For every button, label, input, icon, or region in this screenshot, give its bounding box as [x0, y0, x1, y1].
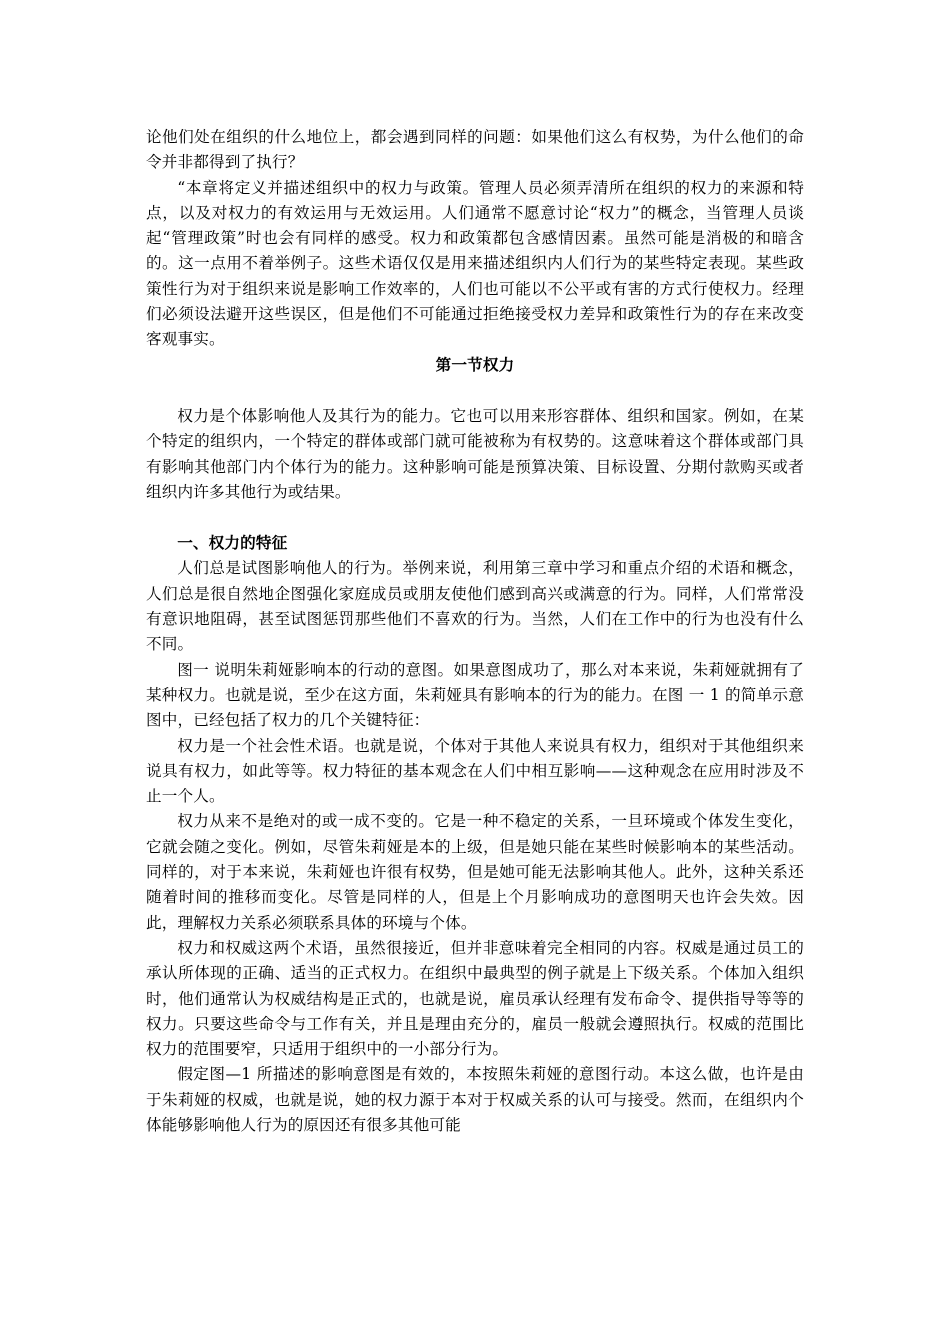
body-paragraph: 图一 说明朱莉娅影响本的行动的意图。如果意图成功了，那么对本来说，朱莉娅就拥有了某种权力。也就是说，至少在这方面，朱莉娅具有影响本的行为的能力。在图 一 1 的简单示意图中，已经包括了权力的几个关键特征：: [146, 660, 804, 730]
intro-paragraph-continued: 论他们处在组织的什么地位上，都会遇到同样的问题：如果他们这么有权势，为什么他们的命令并非都得到了执行？: [146, 128, 804, 172]
body-paragraph: 权力从来不是绝对的或一成不变的。它是一种不稳定的关系，一旦环境或个体发生变化，它就会随之变化。例如，尽管朱莉娅是本的上级，但是她只能在某些时候影响本的某些活动。同样的，对于本来说，朱莉娅也许很有权势，但是她可能无法影响其他人。此外，这种关系还随着时间的推移而变化。尽管是同样的人，但是上个月影响成功的意图明天也许会失效。因此，理解权力关系必须联系具体的环境与个体。: [146, 812, 804, 932]
body-paragraph: 权力和权威这两个术语，虽然很接近，但并非意味着完全相同的内容。权威是通过员工的承认所体现的正确、适当的正式权力。在组织中最典型的例子就是上下级关系。个体加入组织时，他们通常认为权威结构是正式的，也就是说，雇员承认经理有发布命令、提供指导等等的权力。只要这些命令与工作有关，并且是理由充分的，雇员一般就会遵照执行。权威的范围比权力的范围要窄，只适用于组织中的一小部分行为。: [146, 938, 804, 1059]
section-intro-paragraph: 权力是个体影响他人及其行为的能力。它也可以用来形容群体、组织和国家。例如，在某个特定的组织内，一个特定的群体或部门就可能被称为有权势的。这意味着这个群体或部门具有影响其他部门内个体行为的能力。这种影响可能是预算决策、目标设置、分期付款购买或者组织内许多其他行为或结果。: [146, 406, 804, 501]
body-paragraph: 权力是一个社会性术语。也就是说，个体对于其他人来说具有权力，组织对于其他组织来说具有权力，如此等等。权力特征的基本观念在人们中相互影响——这种观念在应用时涉及不止一个人。: [146, 736, 804, 806]
subheading: 一、权力的特征: [177, 534, 288, 553]
spacer: [146, 378, 804, 404]
section-title: 第一节权力: [435, 355, 515, 374]
document-page: [146, 125, 804, 1138]
body-paragraph: 假定图—1 所描述的影响意图是有效的，本按照朱莉娅的意图行动。本这么做，也许是由于朱莉娅的权威，也就是说，她的权力源于本对于权威关系的认可与接受。然而，在组织内个体能够影响他人行为的原因还有很多其他可能: [146, 1065, 804, 1134]
spacer: [146, 505, 804, 531]
intro-paragraph-chapter-summary: “本章将定义并描述组织中的权力与政策。管理人员必须弄清所在组织的权力的来源和特点，以及对权力的有效运用与无效运用。人们通常不愿意讨论“权力”的概念，当管理人员谈起“管理政策”时也会有同样的感受。权力和政策都包含感情因素。虽然可能是消极的和暗含的。这一点用不着举例子。这些术语仅仅是用来描述组织内人们行为的某些特定表现。某些政策性行为对于组织来说是影响工作效率的，人们也可能以不公平或有害的方式行使权力。经理们必须设法避开这些误区，但是他们不可能通过拒绝接受权力差异和政策性行为的存在来改变客观事实。: [146, 178, 804, 349]
body-paragraph: 人们总是试图影响他人的行为。举例来说，利用第三章中学习和重点介绍的术语和概念，人们总是很自然地企图强化家庭成员或朋友使他们感到高兴或满意的行为。同样，人们常常没有意识地阻碍，甚至试图惩罚那些他们不喜欢的行为。当然，人们在工作中的行为也没有什么不同。: [146, 559, 804, 654]
